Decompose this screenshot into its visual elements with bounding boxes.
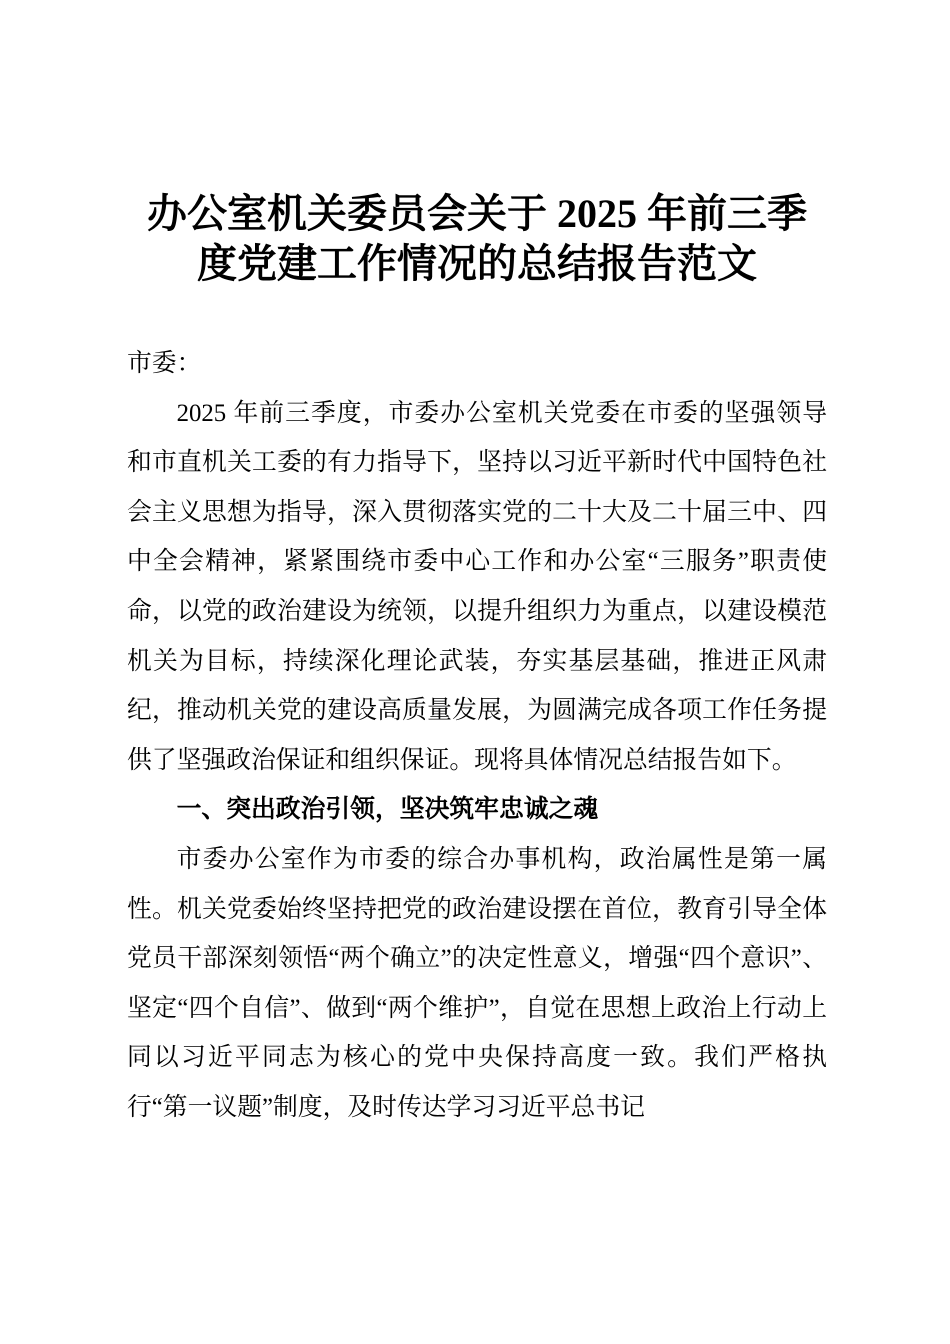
document-body — [127, 339, 827, 1133]
document-title-line2: 度党建工作情况的总结报告范文 — [197, 241, 757, 286]
document-title-line1: 办公室机关委员会关于 2025 年前三季 — [147, 191, 807, 236]
section-1-heading: 一、突出政治引领，坚决筑牢忠诚之魂 — [176, 796, 599, 824]
intro-paragraph: 2025 年前三季度，市委办公室机关党委在市委的坚强领导和市直机关工委的有力指导下，坚持以习近平新时代中国特色社会主义思想为指导，深入贯彻落实党的二十大及二十届三中、四中全会精神，紧紧围绕市委中心工作和办公室“三服务”职责使命，以党的政治建设为统领，以提升组织力为重点，以建设模范机关为目标，持续深化理论武装，夯实基层基础，推进正风肃纪，推动机关党的建设高质量发展，为圆满完成各项工作任务提供了坚强政治保证和组织保证。现将具体情况总结报告如下。 — [127, 399, 827, 774]
salutation: 市委： — [127, 350, 202, 377]
section-1-paragraph: 市委办公室作为市委的综合办事机构，政治属性是第一属性。机关党委始终坚持把党的政治建设摆在首位，教育引导全体党员干部深刻领悟“两个确立”的决定性意义，增强“四个意识”、坚定“四个自信”、做到“两个维护”，自觉在思想上政治上行动上同以习近平同志为核心的党中央保持高度一致。我们严格执行“第一议题”制度，及时传达学习习近平总书记 — [127, 845, 827, 1121]
document-title — [127, 189, 827, 289]
